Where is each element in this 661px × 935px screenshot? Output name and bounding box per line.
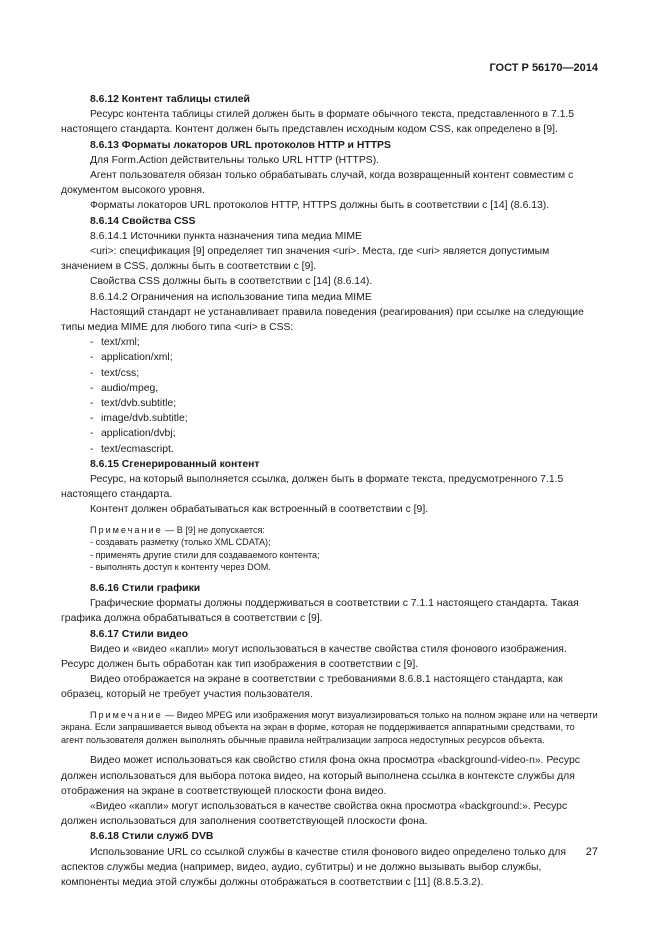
list-item: - text/ecmascript. — [90, 443, 174, 455]
paragraph: Агент пользователя обязан только обрабатывать случай, когда возвращенный контент совместим с документом высокого уровня. — [61, 170, 574, 197]
section-heading-8-6-15: 8.6.15 Сгенерированный контент — [90, 458, 260, 470]
list-item: - text/dvb.subtitle; — [90, 398, 177, 410]
paragraph: Настоящий стандарт не устанавливает правила поведения (реагирования) при ссылке на следующие типы медиа MIME для любого типа <uri> в CSS: — [61, 306, 584, 334]
note-item: - создавать разметку (только XML CDATA); — [90, 537, 271, 548]
document-header: ГОСТ Р 56170—2014 — [489, 62, 598, 74]
paragraph: Видео отображается на экране в соответствии с требованиями 8.6.8.1 настоящего стандарта, как образец, который не требует участия пользователя. — [61, 674, 563, 701]
paragraph: Ресурс, на который выполняется ссылка, должен быть в формате текста, предусмотренного 7.1.5 настоящего стандарта. — [61, 474, 564, 501]
paragraph: Ресурс контента таблицы стилей должен быть в формате обычного текста, представленного в 7.1.5 настоящего стандарта. Контент должен быть представлен исходным кодом CSS, как определено в [9]. — [61, 109, 575, 136]
paragraph: <uri>: спецификация [9] определяет тип значения <uri>. Места, где <uri> является допустимым значением в CSS, должны быть в соответствии с [9]. — [61, 246, 550, 273]
paragraph: Видео может использоваться как свойство стиля фона окна просмотра «background-video-n». Ресурс должен использоваться для выбора потока видео, на который выполнена ссылка в контексте службы для отображения на экране в соответствующей плоскости фона видео. — [61, 755, 580, 797]
section-heading-8-6-14: 8.6.14 Свойства CSS — [90, 215, 196, 227]
note-item: - применять другие стили для создаваемого контента; — [90, 549, 320, 560]
list-item: - audio/mpeg, — [90, 382, 159, 394]
list-item: - text/css; — [90, 367, 140, 379]
paragraph: «Видео «капли» могут использоваться в качестве свойства окна просмотра «background:». Ресурс должен использоваться для заполнения соответствующей плоскости фона. — [61, 801, 568, 828]
list-item: - application/dvbj; — [90, 428, 176, 440]
list-item: - application/xml; — [90, 352, 173, 364]
section-heading-8-6-16: 8.6.16 Стили графики — [90, 583, 201, 595]
section-heading-8-6-17: 8.6.17 Стили видео — [90, 628, 189, 640]
paragraph: Использование URL со ссылкой службы в качестве стиля фонового видео определено только для аспектов службы медиа (например, видео, аудио, субтитры) и не должно вызывать выбор службы, компоненты медиа этой службы должны отображаться в соответствии с [11] (8.8.5.3.2). — [61, 846, 566, 889]
mime-list — [61, 335, 599, 457]
paragraph: Контент должен обрабатываться как встроенный в соответствии с [9]. — [90, 504, 429, 516]
note-label: Примечание — [90, 524, 163, 535]
list-item: - image/dvb.subtitle; — [90, 413, 188, 425]
paragraph: Форматы локаторов URL протоколов HTTP, HTTPS должны быть в соответствии с [14] (8.6.13). — [90, 200, 550, 212]
page-content — [61, 92, 599, 890]
note-label: Примечание — [90, 709, 163, 720]
list-item: - text/xml; — [90, 337, 140, 349]
page-number: 27 — [585, 846, 598, 858]
paragraph: Видео и «видео «капли» могут использоваться в качестве свойства стиля фонового изображения. Ресурс должен быть обработан как тип изображения в соответствии с [9]. — [61, 643, 567, 671]
subsection-heading: 8.6.14.1 Источники пункта назначения типа медиа MIME — [90, 230, 362, 242]
note-item: - выполнять доступ к контенту через DOM. — [90, 562, 271, 573]
subsection-heading: 8.6.14.2 Ограничения на использование типа медиа MIME — [90, 291, 372, 303]
section-heading-8-6-12: 8.6.12 Контент таблицы стилей — [90, 94, 250, 105]
section-heading-8-6-18: 8.6.18 Стили служб DVB — [90, 831, 214, 843]
paragraph: Для Form.Action действительны только URL HTTP (HTTPS). — [90, 154, 380, 166]
paragraph: Графические форматы должны поддерживаться в соответствии с 7.1.1 настоящего стандарта. Такая графика должна обрабатываться в соответствии с [9]. — [61, 598, 579, 625]
note: Примечание — В [9] не допускается: — [90, 524, 265, 535]
section-heading-8-6-13: 8.6.13 Форматы локаторов URL протоколов HTTP и HTTPS — [90, 139, 391, 151]
paragraph: Свойства CSS должны быть в соответствии с [14] (8.6.14). — [90, 276, 373, 288]
note: Примечание — Видео MPEG или изображения могут визуализироваться только на полном экране или на четверти экрана. Если запрашивается вывод объекта на экран в форме, которая не поддерживается аппаратными средствами, то агент пользователя должен выполнять обычные правила нейтрализации запроса недоступных ресурсов объекта. — [61, 709, 598, 745]
